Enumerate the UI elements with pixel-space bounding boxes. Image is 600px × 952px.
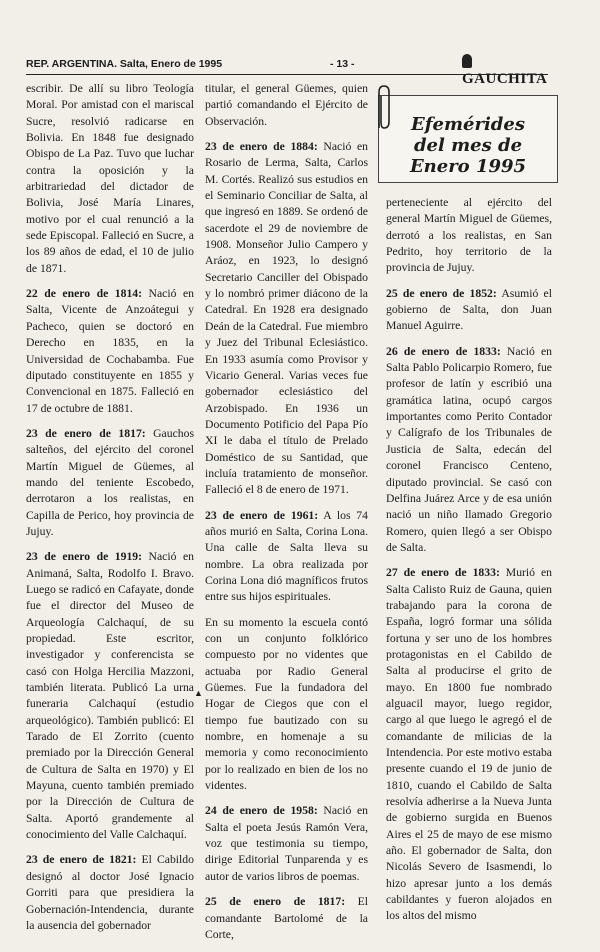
entry-date: 26 de enero de 1833: <box>386 344 501 358</box>
paragraph: 27 de enero de 1833: Murió en Salta Calisto Ruiz de Gauna, quien trabajando para la corona de España, logró formar una sólida fortuna y ser uno de los hombres protagonistas en el Cabildo de Salta al producirse el grito de mayo. En 1800 fue nombrado alguacil mayor, luego regidor, cargo al que luego le agregó el de comandante de milicias de la Intendencia. Por este motivo estaba presente cuando el 19 de junio de 1810, cuando el Cabildo de Salta resolvía adherirse a la Nueva Junta de gobierno surgida en Buenos Aires el 25 de mayo de ese mismo año. El gobernador de Salta, don Nicolás Severo de Isasmendi, lo hizo apresar junto a los demás cabildantes y fueron alojados en los altos del mismo <box>386 566 552 923</box>
entry-date: 23 de enero de 1817: <box>26 426 146 440</box>
paragraph: 26 de enero de 1833: Nació en Salta Pablo Policarpio Romero, fue profesor de latín y escribió una gramática latina, ocupó cargos importantes como Perito Contador y Calígrafo de los Tribunales de Justicia de Salta, edecán del coronel Francisco Centeno, diputado provincial. Se casó con Delfina Juárez Arce y de esa unión nació un niño llamado Gregorio Romero, quien llegó a ser Obispo de Salta. <box>386 344 552 554</box>
publication-name: GAUCHITA <box>462 71 548 87</box>
column-3 <box>386 195 552 934</box>
column-1 <box>26 81 194 943</box>
paragraph: perteneciente al ejército del general Martín Miguel de Güemes, derrotó a los realistas, en San Pedrito, hoy territorio de la provincia de Jujuy. <box>386 196 552 275</box>
entry-date: 22 de enero de 1814: <box>26 287 143 301</box>
gaucho-icon <box>462 54 472 68</box>
entry-date: 24 de enero de 1958: <box>205 804 318 818</box>
paragraph: 23 de enero de 1961: A los 74 años murió en Salta, Corina Lona. Una calle de Salta lleva su nombre. La obra realizada por Corina Lona dió magníficos frutos entre sus hijos espirituales. <box>205 508 368 604</box>
header-location-date: REP. ARGENTINA. Salta, Enero de 1995 <box>26 58 223 70</box>
paragraph: 24 de enero de 1958: Nació en Salta el poeta Jesús Ramón Vera, voz que testimonia su tiempo, dirige Editorial Tunparenda y es autor de varios libros de poemas. <box>205 804 368 883</box>
entry-date: 23 de enero de 1884: <box>205 140 318 154</box>
paragraph: 23 de enero de 1817: Gauchos salteños, del ejército del coronel Martín Miguel de Güemes, al mando del teniente Escobedo, derrotaron a los realistas, en Capilla de Perico, hoy provincia de Jujuy. <box>26 426 194 538</box>
paragraph: 23 de enero de 1821: El Cabildo designó al doctor José Ignacio Gorriti para que presidiera la Gobernación-Intendencia, durante la ausencia del gobernador <box>26 853 194 932</box>
section-title: Efemérides del mes de Enero 1995 <box>409 114 527 177</box>
paragraph: 25 de enero de 1852: Asumió el gobierno de Salta, don Juan Manuel Aguirre. <box>386 286 552 333</box>
print-mark-icon: ▲ <box>194 688 203 698</box>
column-2 <box>205 81 368 952</box>
paperclip-icon <box>371 84 395 134</box>
paragraph: titular, el general Güemes, quien partió comandando el Ejército de Observación. <box>205 82 368 128</box>
paragraph: 23 de enero de 1919: Nació en Animaná, Salta, Rodolfo I. Bravo. Luego se radicó en Cafayate, donde fue el director del Museo de Arqueología Calchaquí, de su propiedad. Este escritor, investigador y conferencista se casó con Holga Hercilia Mazzoni, también literata. Publicó La urna funeraria Calchaquí (estudio arqueológico). También publicó: El Tarado de El Zorrito (cuento premiado por la Dirección General de Cultura de Salta en 1970) y El Mayuna, cuento también premiado por la Dirección de Cultura de Salta. Aportó grandemente al conocimiento del Valle Calchaquí. <box>26 550 194 842</box>
paragraph: 23 de enero de 1884: Nació en Rosario de Lerma, Salta, Carlos M. Cortés. Realizó sus estudios en el Seminario Conciliar de Salta, al que ingresó en 1889. Se ordenó de sacerdote el 29 de noviembre de 1908. Monseñor Julio Campero y Aráoz, en 1923, lo designó Secretario Canciller del Obispado y lo nombró primer diácono de la Catedral. En 1928 era designado Deán de la Catedral. Fue miembro y Juez del Tribunal Eclesiástico. En 1933 asumía como Provisor y Vicario General. Varias veces fue gobernador eclesiástico del Arzobispado. En 1936 un Documento Potificio del Papa Pío XI le daba el título de Prelado Doméstico de su Santidad, que incluía tratamiento de monseñor. Falleció el 8 de enero de 1971. <box>205 140 368 497</box>
section-title-box <box>378 95 558 183</box>
entry-date: 23 de enero de 1821: <box>26 853 137 867</box>
paragraph: 22 de enero de 1814: Nació en Salta, Vicente de Anzoátegui y Pacheco, quien se doctoró en Derecho en 1835, en la Universidad de Cochabamba. Fue diputado constituyente en 1855 y Convencional en 1875. Falleció en 17 de octubre de 1881. <box>26 287 194 415</box>
publication-logo <box>462 54 548 88</box>
entry-date: 25 de enero de 1817: <box>205 895 346 909</box>
page-number: - 13 - <box>330 58 355 70</box>
entry-date: 23 de enero de 1919: <box>26 550 143 564</box>
entry-date: 23 de enero de 1961: <box>205 508 319 522</box>
paragraph: escribir. De allí su libro Teología Moral. Por amistad con el mariscal Sucre, resolvió radicarse en Bolivia. En 1848 fue designado Obispo de La Paz. Tuvo que luchar contra la oposición y la arbitrariedad del dictador de Bolivia, José María Linares, motivo por el cual renunció a la sede Episcopal. Falleció en Sucre, a los 89 años de edad, el 10 de julio de 1871. <box>26 82 194 275</box>
entry-date: 25 de enero de 1852: <box>386 286 497 300</box>
paragraph: 25 de enero de 1817: El comandante Bartolomé de la Corte, <box>205 895 368 941</box>
entry-date: 27 de enero de 1833: <box>386 566 500 580</box>
page-header <box>26 56 548 87</box>
paragraph: En su momento la escuela contó con un conjunto folklórico compuesto por no videntes que actuaba por Radio General Güemes. Fue la fundadora del Hogar de Ciegos que con el tiempo fue bautizado con su nombre, en homenaje a su memoria y como reconocimiento por lo realizado en bien de los no videntes. <box>205 615 368 793</box>
